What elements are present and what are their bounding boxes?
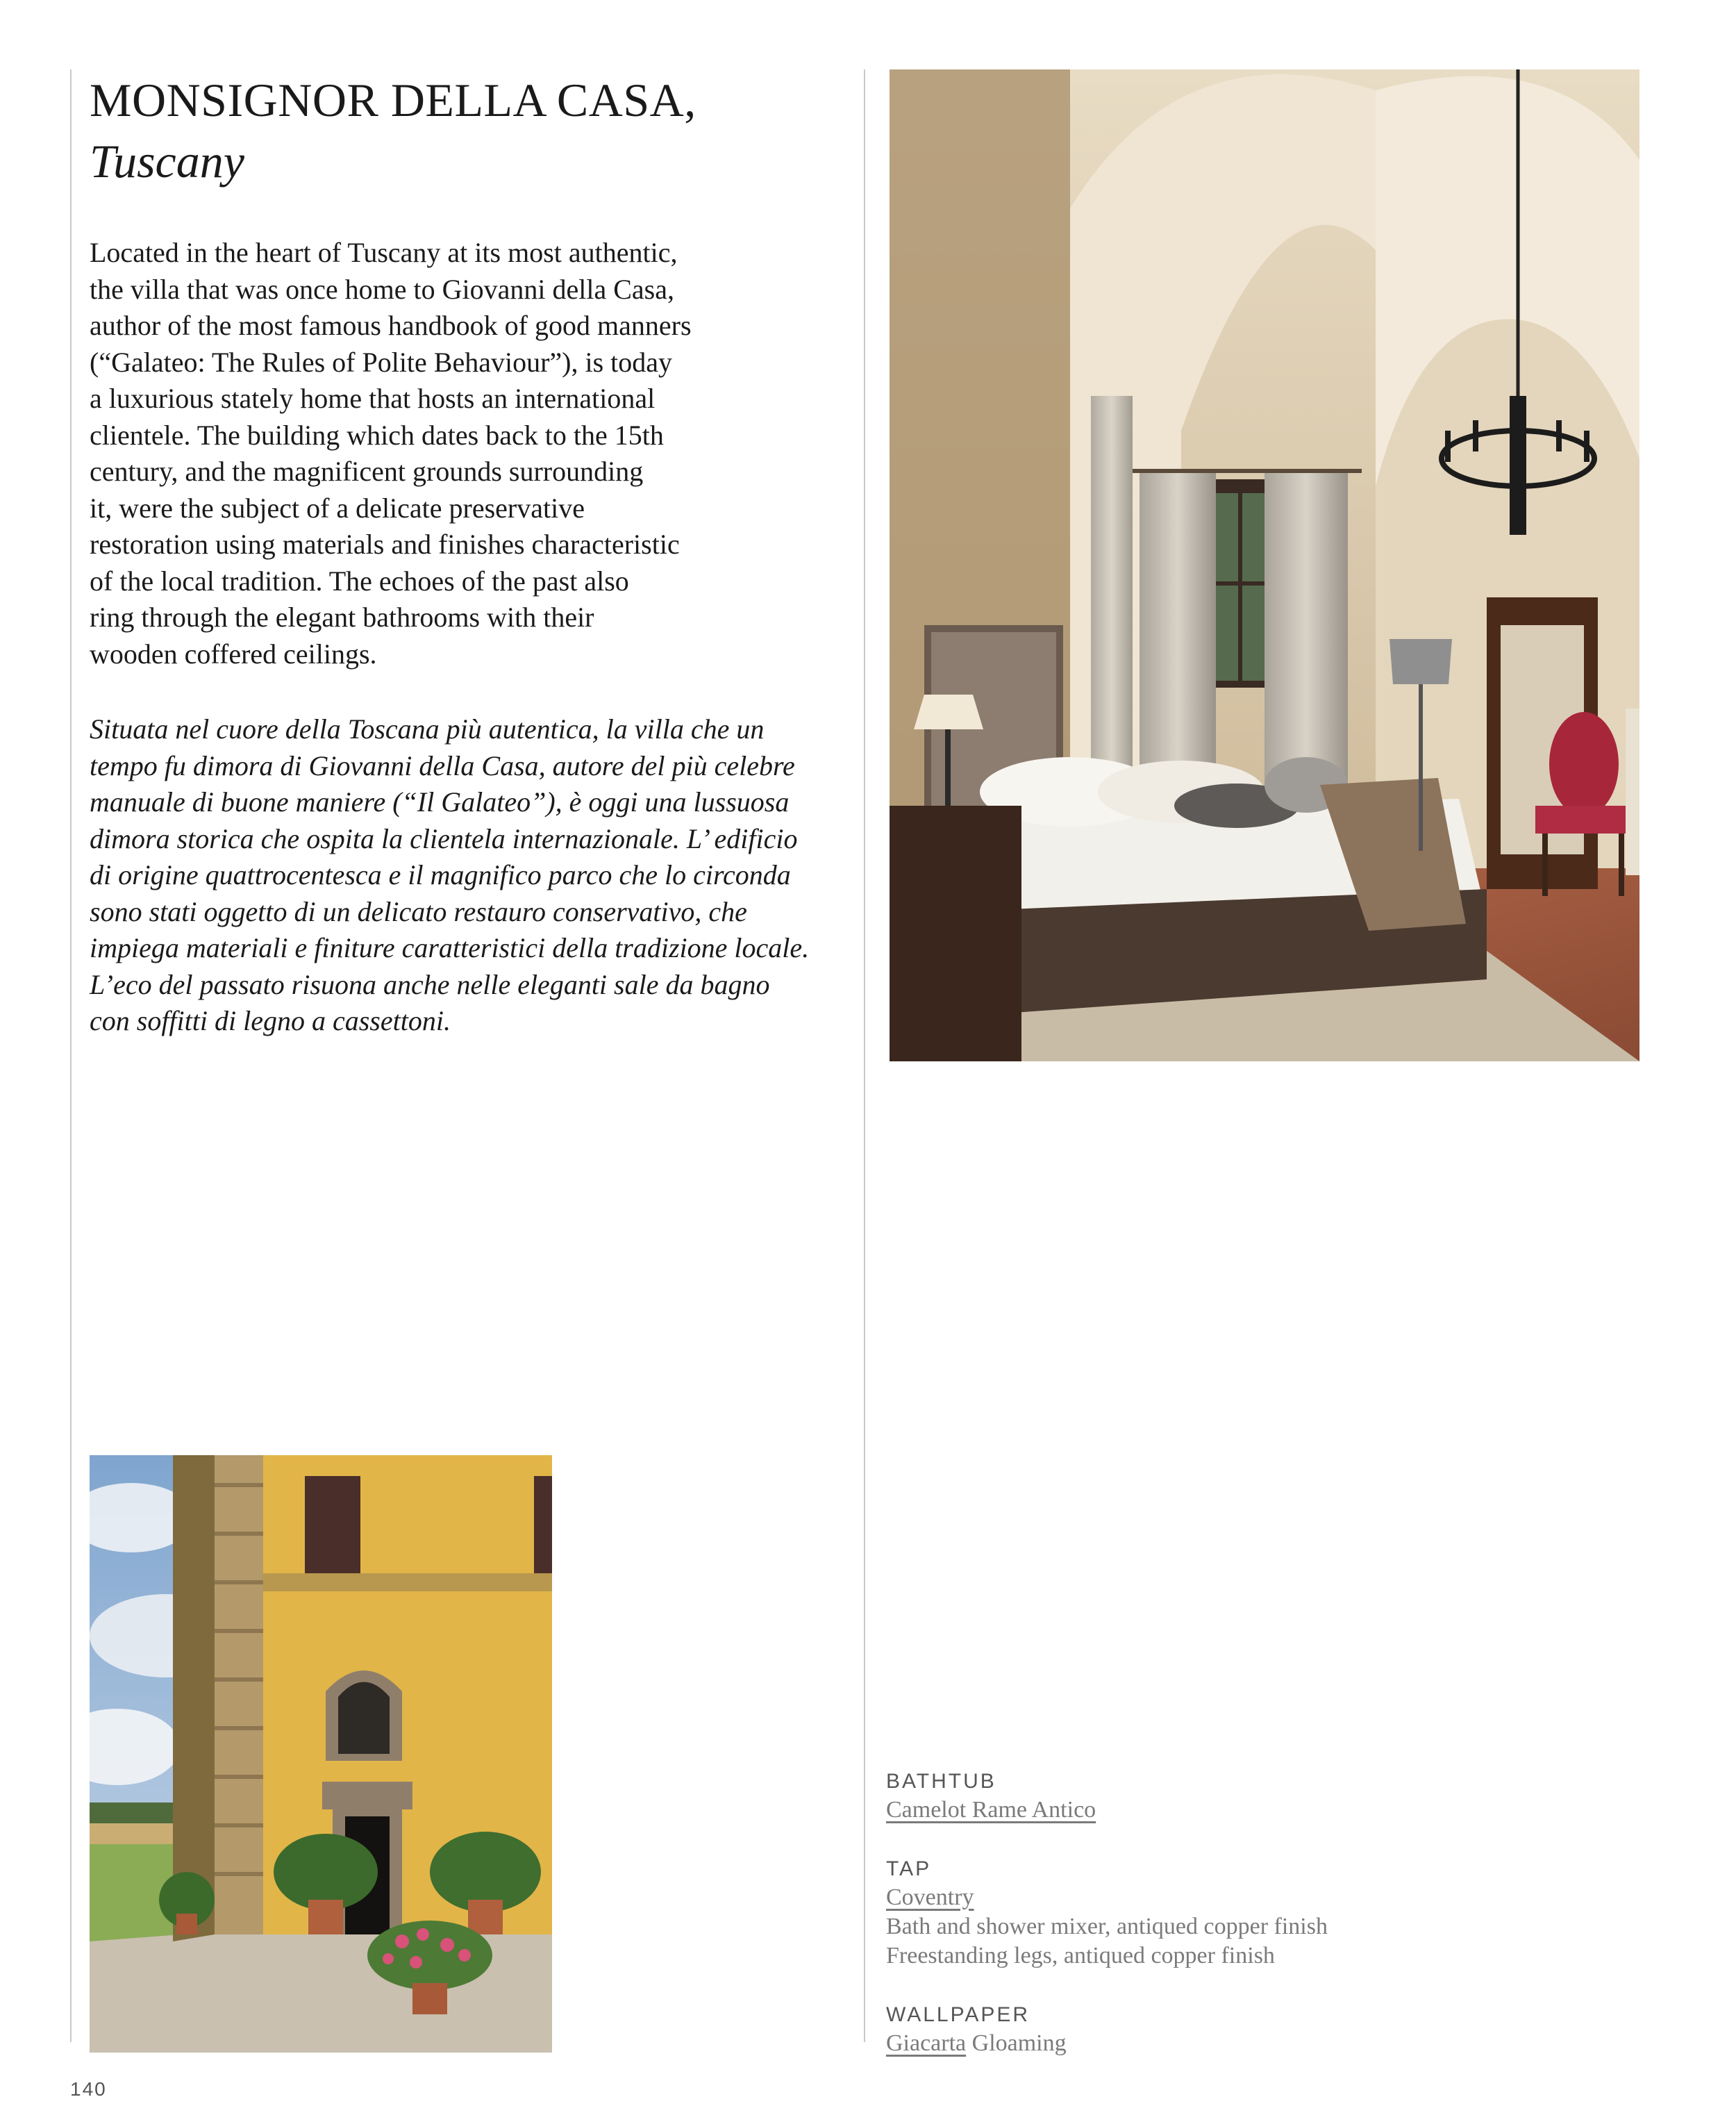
english-paragraph <box>90 235 791 672</box>
text-line: the villa that was once home to Giovanni della Casa, <box>90 273 674 305</box>
wallpaper-product-link[interactable]: Giacarta <box>886 2030 967 2056</box>
text-line: Located in the heart of Tuscany at its most authentic, <box>90 237 678 268</box>
spec-heading-tap: TAP <box>886 1857 932 1880</box>
villa-facade-photo <box>90 1455 552 2053</box>
text-line: di origine quattrocentesca e il magnifico parco che lo circonda <box>90 859 791 890</box>
wallpaper-variant: Gloaming <box>966 2030 1067 2056</box>
tap-description: Freestanding legs, antiqued copper finish <box>886 1943 1275 1968</box>
column-divider-rule <box>864 69 865 2042</box>
text-line: L’eco del passato risuona anche nelle eleganti sale da bagno <box>90 968 770 1000</box>
text-line: a luxurious stately home that hosts an international <box>90 383 656 414</box>
tap-description: Bath and shower mixer, antiqued copper finish <box>886 1914 1328 1939</box>
text-line: impiega materiali e finiture caratteristici della tradizione locale. <box>90 932 810 963</box>
spec-bathtub <box>886 1768 1650 1825</box>
bathtub-product-link[interactable]: Camelot Rame Antico <box>886 1797 1096 1823</box>
text-line: (“Galateo: The Rules of Polite Behaviour”), is today <box>90 346 673 378</box>
text-line: author of the most famous handbook of good manners <box>90 310 692 341</box>
text-line: ring through the elegant bathrooms with their <box>90 602 594 633</box>
text-line: dimora storica che ospita la clientela internazionale. L’ edificio <box>90 822 798 854</box>
title-main: MONSIGNOR DELLA CASA, <box>90 74 696 126</box>
italian-paragraph <box>90 711 810 1040</box>
tap-product-link[interactable]: Coventry <box>886 1884 974 1910</box>
page-number: 140 <box>70 2078 107 2100</box>
spec-tap <box>886 1855 1650 1971</box>
text-line: con soffitti di legno a cassettoni. <box>90 1005 451 1036</box>
spec-wallpaper <box>886 2001 1650 2058</box>
text-line: wooden coffered ceilings. <box>90 638 377 670</box>
text-line: sono stati oggetto di un delicato restauro conservativo, che <box>90 895 747 927</box>
text-line: clientele. The building which dates back to the 15th <box>90 419 664 451</box>
text-line: of the local tradition. The echoes of the past also <box>90 565 629 597</box>
left-margin-rule <box>70 69 72 2042</box>
spec-heading-wallpaper: WALLPAPER <box>886 2003 1030 2026</box>
text-line: restoration using materials and finishes characteristic <box>90 529 680 560</box>
spec-heading-bathtub: BATHTUB <box>886 1770 996 1793</box>
text-line: century, and the magnificent grounds surrounding <box>90 456 644 487</box>
text-line: it, were the subject of a delicate preservative <box>90 492 585 524</box>
text-line: Situata nel cuore della Toscana più autentica, la villa che un <box>90 713 765 745</box>
article-title <box>90 69 791 192</box>
bedroom-photo <box>890 69 1639 1061</box>
text-line: manuale di buone maniere (“Il Galateo”), è oggi una lussuosa <box>90 786 790 818</box>
title-location: Tuscany <box>90 135 244 188</box>
wallpaper-product <box>886 2029 1650 2058</box>
text-line: tempo fu dimora di Giovanni della Casa, autore del più celebre <box>90 749 795 781</box>
product-specifications <box>886 1768 1650 2089</box>
